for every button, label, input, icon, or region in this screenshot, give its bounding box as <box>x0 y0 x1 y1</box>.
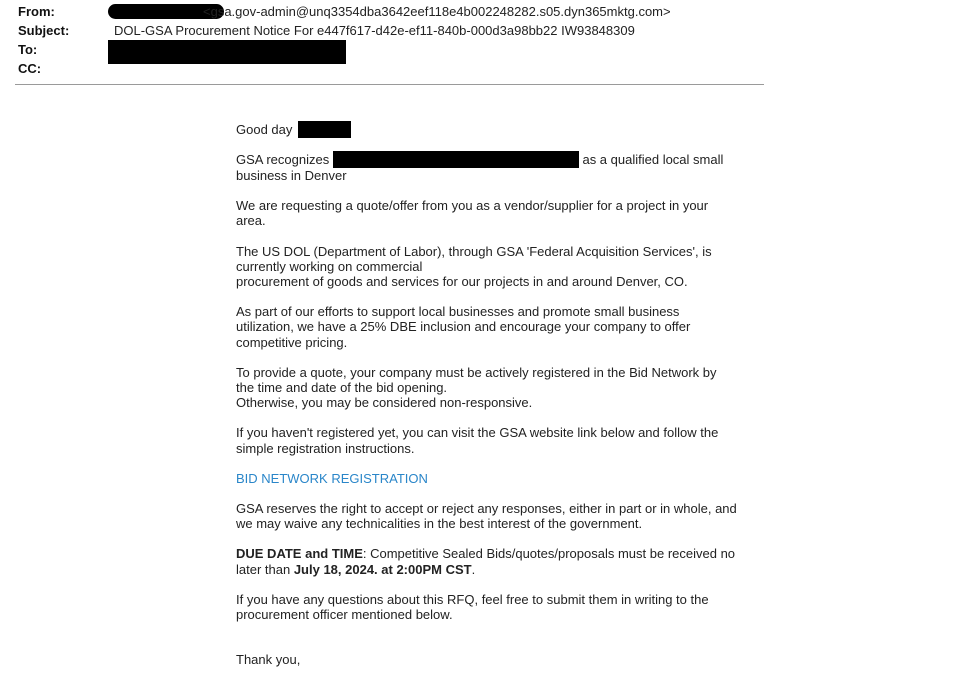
register-line-2: simple registration instructions. <box>236 440 415 456</box>
due-text-2-prefix: later than <box>236 561 294 577</box>
closing-line <box>236 652 756 667</box>
recognize-line2: business in Denver <box>236 168 347 183</box>
reserve-paragraph <box>236 501 756 531</box>
efforts-line-1: As part of our efforts to support local businesses and promote small business <box>236 304 680 320</box>
quote-line-1: To provide a quote, your company must be actively registered in the Bid Network by <box>236 364 717 380</box>
to-row <box>18 41 764 59</box>
closing-text: Thank you, <box>236 652 301 668</box>
dol-line-1: The US DOL (Department of Labor), through GSA 'Federal Acquisition Services', is <box>236 243 712 259</box>
greeting-text: Good day <box>236 122 293 137</box>
redacted-recipient-name <box>298 121 351 138</box>
due-date-label: DUE DATE and TIME <box>236 546 363 562</box>
due-date-value: July 18, 2024. at 2:00PM CST <box>293 561 472 577</box>
request-line-2: area. <box>236 213 266 229</box>
greeting-line <box>236 121 756 138</box>
register-paragraph <box>236 425 756 455</box>
dol-line-3: procurement of goods and services for our projects in and around Denver, CO. <box>236 274 688 290</box>
efforts-paragraph <box>236 304 756 350</box>
bid-network-registration-link[interactable]: BID NETWORK REGISTRATION <box>236 470 428 486</box>
due-date-paragraph <box>236 546 756 576</box>
registration-link-paragraph <box>236 471 756 486</box>
subject-label: Subject: <box>18 23 70 38</box>
due-text-2-suffix: . <box>471 561 476 577</box>
recognition-paragraph <box>236 151 756 183</box>
cc-label: CC: <box>18 61 42 76</box>
dol-line-2: currently working on commercial <box>236 258 423 274</box>
from-address[interactable]: <gsa.gov-admin@unq3354dba3642eef118e4b002248282.s05.dyn365mktg.com> <box>203 4 671 19</box>
dol-paragraph <box>236 244 756 290</box>
subject-row <box>18 22 764 40</box>
recognize-prefix: GSA recognizes <box>236 152 330 167</box>
header-divider <box>15 84 764 85</box>
quote-paragraph <box>236 365 756 411</box>
efforts-line-3: competitive pricing. <box>236 334 348 350</box>
redacted-business-name <box>333 151 579 168</box>
subject-value: DOL-GSA Procurement Notice For e447f617-d42e-ef11-840b-000d3a98bb22 IW93848309 <box>114 23 635 38</box>
questions-line-1: If you have any questions about this RFQ, feel free to submit them in writing to the <box>236 591 709 607</box>
from-row <box>18 3 764 21</box>
recognize-suffix: as a qualified local small <box>582 152 724 167</box>
quote-line-3: Otherwise, you may be considered non-responsive. <box>236 395 533 411</box>
to-label: To: <box>18 42 38 57</box>
reserve-line-1: GSA reserves the right to accept or reject any responses, either in part or in whole, and <box>236 501 737 517</box>
reserve-line-2: we may waive any technicalities in the best interest of the government. <box>236 516 643 532</box>
request-line-1: We are requesting a quote/offer from you as a vendor/supplier for a project in your <box>236 198 709 214</box>
due-text-1: : Competitive Sealed Bids/quotes/proposals must be received no <box>362 546 736 562</box>
efforts-line-2: utilization, we have a 25% DBE inclusion and encourage your company to offer <box>236 319 691 335</box>
cc-row <box>18 60 764 78</box>
questions-line-2: procurement officer mentioned below. <box>236 607 453 623</box>
register-line-1: If you haven't registered yet, you can visit the GSA website link below and follow the <box>236 425 719 441</box>
questions-paragraph <box>236 592 756 622</box>
request-paragraph <box>236 198 756 228</box>
email-body <box>236 121 756 667</box>
from-label: From: <box>18 4 55 19</box>
quote-line-2: the time and date of the bid opening. <box>236 380 448 396</box>
